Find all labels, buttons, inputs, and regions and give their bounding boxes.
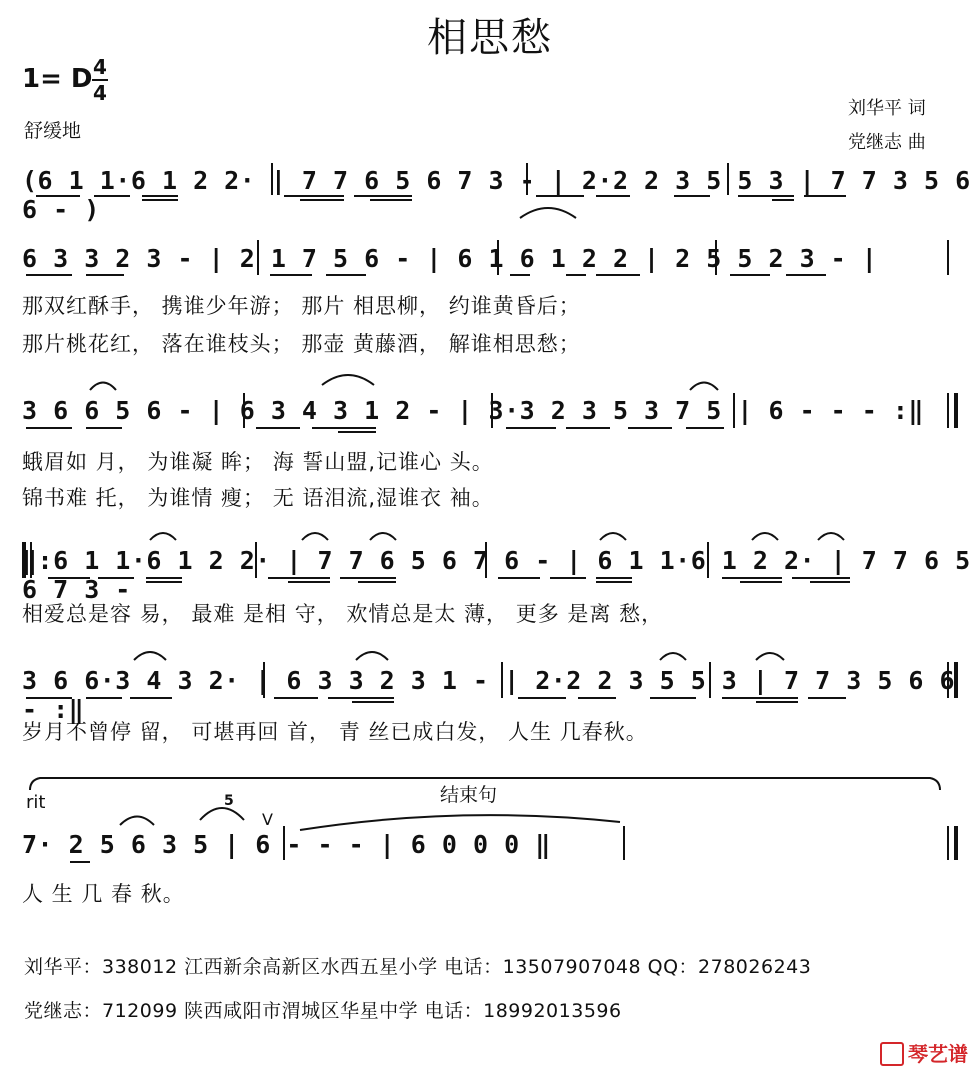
notes-line: ‖:6 1 1·6 1 2 2· | 7 7 6 5 6 7 6 - | 6 1 1·6 1 2 2· | 7 7 6 5 6 7 3 - xyxy=(22,546,971,604)
lyric-verse-1: 蛾眉如 月， 为谁凝 眸； 海 誓山盟,记谁心 头。 xyxy=(22,450,494,474)
lyric-verse-2: 那片桃花红， 落在谁枝头； 那壶 黄藤酒， 解谁相思愁； xyxy=(22,332,581,356)
footer-contact-lyricist: 刘华平：338012 江西新余高新区水西五星小学 电话：13507907048 QQ：278026243 xyxy=(24,956,812,978)
ritardando-marking: rit xyxy=(26,792,46,813)
lyricist-credit: 刘华平 词 xyxy=(848,98,926,119)
footer-contact-composer: 党继志：712099 陕西咸阳市渭城区华星中学 电话：18992013596 xyxy=(24,1000,622,1022)
time-signature-top: 4 xyxy=(93,55,107,79)
watermark-text: 琴艺谱 xyxy=(908,1042,968,1066)
lyric-verse-1: 那双红酥手， 携谁少年游； 那片 相思柳， 约谁黄昏后； xyxy=(22,294,581,318)
fermata-mark: 5 xyxy=(224,793,234,809)
composer-credit: 党继志 曲 xyxy=(848,132,926,153)
lyric-line: 相爱总是容 易， 最难 是相 守， 欢情总是太 薄， 更多 是离 愁， xyxy=(22,602,664,626)
notes-line: 7· 2 5 6 3 5 | 6 - - - | 6 0 0 0 ‖ xyxy=(22,830,551,859)
notes-line: 6 3 3 2 3 - | 2 1 7 5 6 - | 6 1 6 1 2 2 | 2 5 5 2 3 - | xyxy=(22,244,878,273)
site-watermark xyxy=(880,1038,968,1068)
page-title: 相思愁 xyxy=(427,15,553,61)
notes-line: 3 6 6 5 6 - | 6 3 4 3 1 2 - | 3·3 2 3 5 3 7 5 | 6 - - - :‖ xyxy=(22,396,924,425)
breath-mark: V xyxy=(262,810,273,829)
ending-phrase-label: 结束句 xyxy=(440,784,498,806)
notes-line: (6 1 1·6 1 2 2· | 7 7 6 5 6 7 3 - | 2·2 2 3 5 5 3 | 7 7 3 5 6 6 - ) xyxy=(22,166,971,224)
key-signature: 1= D xyxy=(22,64,93,94)
lyric-line: 岁月不曾停 留， 可堪再回 首， 青 丝已成白发， 人生 几春秋。 xyxy=(22,720,648,744)
watermark-logo-icon xyxy=(880,1042,904,1066)
lyric-verse-2: 锦书难 托， 为谁情 瘦； 无 语泪流,湿谁衣 袖。 xyxy=(22,486,494,510)
time-signature-bottom: 4 xyxy=(93,81,107,105)
tempo-marking: 舒缓地 xyxy=(24,120,82,142)
notes-line: 3 6 6·3 4 3 2· | 6 3 3 2 3 1 - | 2·2 2 3 5 5 3 | 7 7 3 5 6 6 - :‖ xyxy=(22,666,956,724)
lyric-line: 人 生 几 春 秋。 xyxy=(22,882,185,906)
